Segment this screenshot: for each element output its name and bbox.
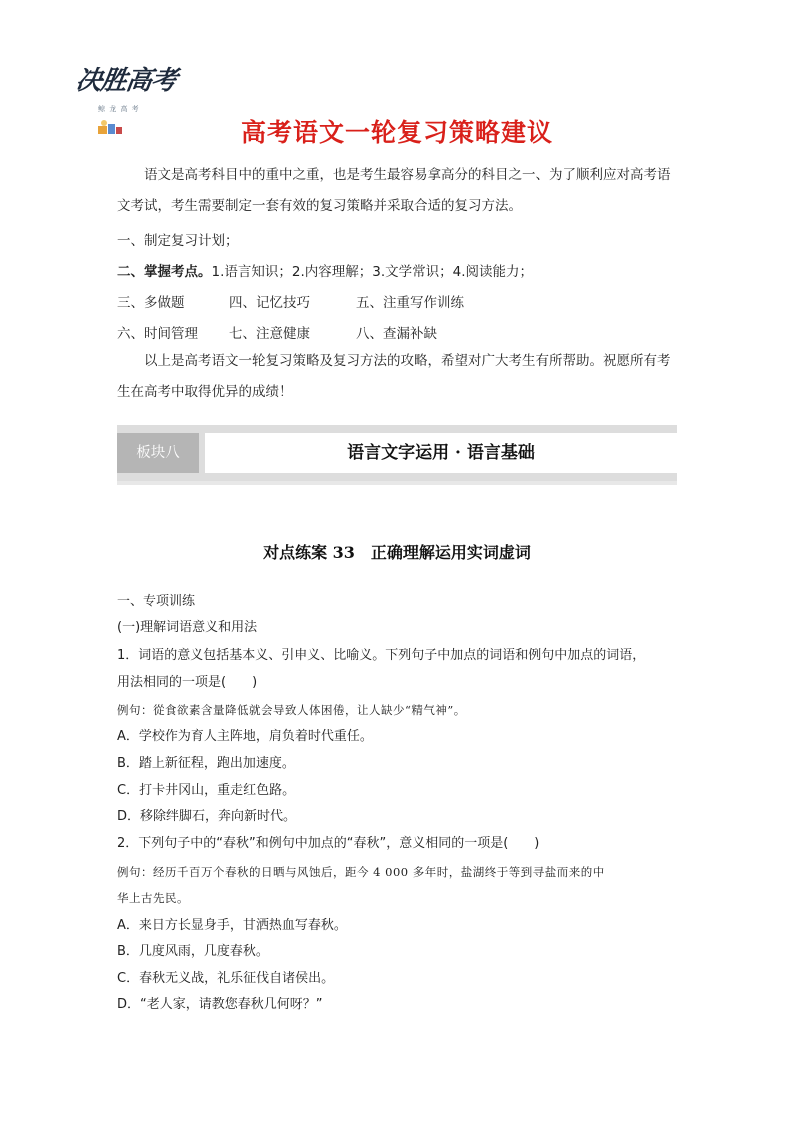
question-1-line-1: 1．词语的意义包括基本义、引申义、比喻义。下列句子中加点的词语和例句中加点的词语， [117, 648, 646, 663]
step-2 [117, 260, 533, 280]
question-2-example-line-1: 例句：经历千百万个春秋的日晒与风蚀后，距今 4 000 多年时，盐湖终于等到寻盐而来的中 [117, 865, 605, 879]
question-2-example-line-2: 华上古先民。 [117, 891, 189, 905]
section-title: 对点练案 33 正确理解运用实词虚词 [263, 543, 531, 562]
step-6: 六、时间管理 [117, 326, 198, 342]
question-1-example: 例句：從食欲素含量降低就会导致人体困倦，让人缺少“精气神”。 [117, 703, 466, 717]
page-title: 高考语文一轮复习策略建议 [240, 118, 553, 147]
heading-special-training: 一、专项训练 [117, 594, 196, 609]
step-2-items: 1.语言知识；2.内容理解；3.文学常识；4.阅读能力； [211, 264, 534, 280]
logo-text: 决胜高考 [73, 66, 179, 96]
question-2-option-d: D．“老人家，请教您春秋几何呀？” [117, 997, 323, 1012]
question-2-option-a: A．来日方长显身手，甘洒热血写春秋。 [117, 918, 347, 933]
question-1-option-a: A．学校作为育人主阵地，肩负着时代重任。 [117, 729, 373, 744]
question-1-line-2: 用法相同的一项是( ) [117, 675, 258, 690]
question-1-option-c: C．打卡井冈山，重走红色路。 [117, 783, 296, 798]
step-5: 五、注重写作训练 [356, 295, 464, 311]
closing-paragraph [117, 346, 677, 408]
question-2-option-b: B．几度风雨，几度春秋。 [117, 944, 269, 959]
question-2: 2．下列句子中的“春秋”和例句中加点的“春秋”，意义相同的一项是( ) [117, 836, 540, 851]
intro-text: 语文是高考科目中的重中之重，也是考生最容易拿高分的科目之一、为了顺利应对高考语文考试，考生需要制定一套有效的复习策略并采取合适的复习方法。 [117, 167, 671, 214]
banner-title: 语言文字运用 · 语言基础 [347, 443, 535, 463]
question-2-option-c: C．春秋无义战，礼乐征伐自诸侯出。 [117, 971, 335, 986]
intro-paragraph [117, 160, 677, 222]
banner-box [205, 433, 677, 473]
question-1-option-b: B．踏上新征程，跑出加速度。 [117, 756, 295, 771]
section-banner [117, 425, 677, 485]
step-3: 三、多做题 [117, 295, 185, 311]
step-1: 一、制定复习计划； [117, 233, 239, 249]
banner-divider [117, 481, 677, 485]
step-2-lead: 二、掌握考点。 [117, 264, 212, 280]
banner-tag: 板块八 [117, 433, 199, 473]
step-8: 八、查漏补缺 [356, 326, 437, 342]
step-7: 七、注意健康 [229, 326, 310, 342]
heading-word-meaning: (一)理解词语意义和用法 [117, 620, 258, 635]
question-1-option-d: D．移除绊脚石，奔向新时代。 [117, 809, 297, 824]
step-4: 四、记忆技巧 [229, 295, 310, 311]
logo-subtext: 鲸 龙 高 考 [98, 105, 140, 113]
closing-text: 以上是高考语文一轮复习策略及复习方法的攻略，希望对广大考生有所帮助。祝愿所有考生在高考中取得优异的成绩！ [117, 353, 671, 400]
